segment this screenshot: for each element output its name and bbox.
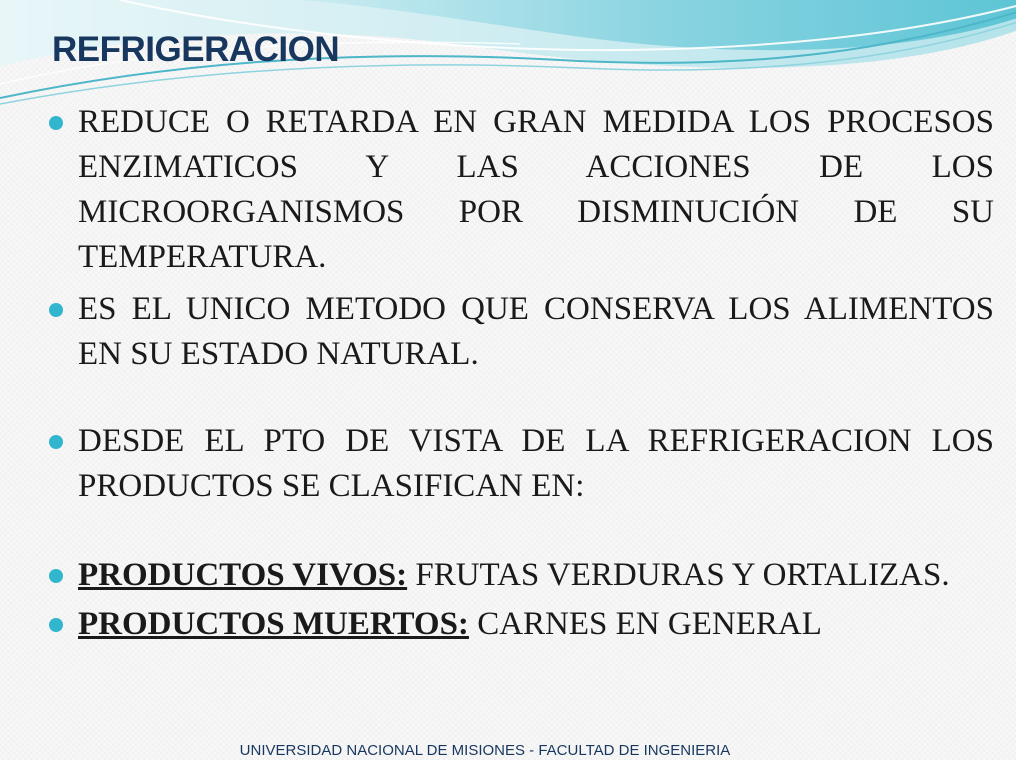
bullet-item [78,419,994,509]
bullet-list [78,100,994,647]
bullet-item [78,553,994,598]
slide-footer: UNIVERSIDAD NACIONAL DE MISIONES - FACULTAD DE INGENIERIA [239,742,731,759]
slide-border-bottom [0,760,1024,768]
slide-title: REFRIGERACION [52,30,340,69]
bullet-text: CARNES EN GENERAL [468,606,822,642]
bullet-item [78,287,994,377]
bullet-item [78,602,994,647]
slide-border-right [1016,0,1024,768]
bullet-item [78,100,994,280]
bullet-text: DESDE EL PTO DE VISTA DE LA REFRIGERACION LOS PRODUCTOS SE CLASIFICAN EN: [78,423,994,504]
bullet-term: PRODUCTOS VIVOS: [78,557,408,593]
bullet-term: PRODUCTOS MUERTOS: [78,606,469,642]
bullet-text: FRUTAS VERDURAS Y ORTALIZAS. [407,557,950,593]
bullet-text: ES EL UNICO METODO QUE CONSERVA LOS ALIMENTOS EN SU ESTADO NATURAL. [78,291,994,372]
bullet-text: REDUCE O RETARDA EN GRAN MEDIDA LOS PROCESOS ENZIMATICOS Y LAS ACCIONES DE LOS MICROORGANISMOS POR DISMINUCIÓN DE SU TEMPERATURA. [78,104,994,275]
